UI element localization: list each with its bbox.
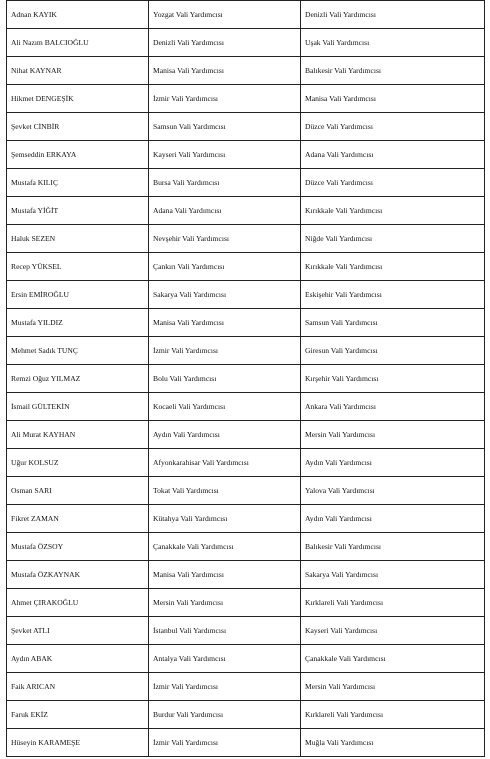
name-cell: Mehmet Sadık TUNÇ xyxy=(7,337,149,365)
current-post-cell: Manisa Vali Yardımcısı xyxy=(149,561,301,589)
table-row xyxy=(7,225,485,253)
table-row xyxy=(7,505,485,533)
current-post-cell: Mersin Vali Yardımcısı xyxy=(149,589,301,617)
new-post-cell: Düzce Vali Yardımcısı xyxy=(301,113,485,141)
name-cell: Şevket CİNBİR xyxy=(7,113,149,141)
name-cell: Ersin EMİROĞLU xyxy=(7,281,149,309)
current-post-cell: Çanakkale Vali Yardımcısı xyxy=(149,533,301,561)
new-post-cell: Mersin Vali Yardımcısı xyxy=(301,421,485,449)
new-post-cell: Aydın Vali Yardımcısı xyxy=(301,505,485,533)
current-post-cell: İstanbul Vali Yardımcısı xyxy=(149,617,301,645)
new-post-cell: Mersin Vali Yardımcısı xyxy=(301,673,485,701)
new-post-cell: Eskişehir Vali Yardımcısı xyxy=(301,281,485,309)
table-row xyxy=(7,393,485,421)
table-body xyxy=(7,1,485,757)
current-post-cell: Manisa Vali Yardımcısı xyxy=(149,309,301,337)
new-post-cell: Niğde Vali Yardımcısı xyxy=(301,225,485,253)
current-post-cell: Aydın Vali Yardımcısı xyxy=(149,421,301,449)
name-cell: Haluk SEZEN xyxy=(7,225,149,253)
name-cell: Recep YÜKSEL xyxy=(7,253,149,281)
new-post-cell: Kırklareli Vali Yardımcısı xyxy=(301,589,485,617)
table-row xyxy=(7,729,485,757)
name-cell: Faik ARICAN xyxy=(7,673,149,701)
table-row xyxy=(7,421,485,449)
table-row xyxy=(7,253,485,281)
name-cell: Hüseyin KARAMEŞE xyxy=(7,729,149,757)
table-row xyxy=(7,477,485,505)
table-row xyxy=(7,169,485,197)
name-cell: Şemseddin ERKAYA xyxy=(7,141,149,169)
current-post-cell: İzmir Vali Yardımcısı xyxy=(149,729,301,757)
name-cell: Şevket ATLI xyxy=(7,617,149,645)
current-post-cell: İzmir Vali Yardımcısı xyxy=(149,673,301,701)
name-cell: Nihat KAYNAR xyxy=(7,57,149,85)
current-post-cell: Kütahya Vali Yardımcısı xyxy=(149,505,301,533)
name-cell: Ali Murat KAYHAN xyxy=(7,421,149,449)
current-post-cell: Yozgat Vali Yardımcısı xyxy=(149,1,301,29)
new-post-cell: Yalova Vali Yardımcısı xyxy=(301,477,485,505)
table-row xyxy=(7,29,485,57)
new-post-cell: Aydın Vali Yardımcısı xyxy=(301,449,485,477)
name-cell: Mustafa ÖZSOY xyxy=(7,533,149,561)
current-post-cell: İzmir Vali Yardımcısı xyxy=(149,85,301,113)
new-post-cell: Kırklareli Vali Yardımcısı xyxy=(301,701,485,729)
name-cell: İsmail GÜLTEKİN xyxy=(7,393,149,421)
current-post-cell: İzmir Vali Yardımcısı xyxy=(149,337,301,365)
current-post-cell: Denizli Vali Yardımcısı xyxy=(149,29,301,57)
new-post-cell: Denizli Vali Yardımcısı xyxy=(301,1,485,29)
new-post-cell: Balıkesir Vali Yardımcısı xyxy=(301,533,485,561)
name-cell: Mustafa ÖZKAYNAK xyxy=(7,561,149,589)
current-post-cell: Antalya Vali Yardımcısı xyxy=(149,645,301,673)
new-post-cell: Giresun Vali Yardımcısı xyxy=(301,337,485,365)
table-row xyxy=(7,365,485,393)
name-cell: Mustafa YILDIZ xyxy=(7,309,149,337)
current-post-cell: Bursa Vali Yardımcısı xyxy=(149,169,301,197)
current-post-cell: Kocaeli Vali Yardımcısı xyxy=(149,393,301,421)
current-post-cell: Sakarya Vali Yardımcısı xyxy=(149,281,301,309)
current-post-cell: Bolu Vali Yardımcısı xyxy=(149,365,301,393)
table-row xyxy=(7,1,485,29)
new-post-cell: Kırıkkale Vali Yardımcısı xyxy=(301,253,485,281)
name-cell: Osman SARI xyxy=(7,477,149,505)
table-row xyxy=(7,281,485,309)
name-cell: Fikret ZAMAN xyxy=(7,505,149,533)
new-post-cell: Balıkesir Vali Yardımcısı xyxy=(301,57,485,85)
name-cell: Ahmet ÇIRAKOĞLU xyxy=(7,589,149,617)
new-post-cell: Uşak Vali Yardımcısı xyxy=(301,29,485,57)
new-post-cell: Çanakkale Vali Yardımcısı xyxy=(301,645,485,673)
table-row xyxy=(7,617,485,645)
current-post-cell: Çankırı Vali Yardımcısı xyxy=(149,253,301,281)
current-post-cell: Kayseri Vali Yardımcısı xyxy=(149,141,301,169)
new-post-cell: Manisa Vali Yardımcısı xyxy=(301,85,485,113)
name-cell: Ali Nazım BALCIOĞLU xyxy=(7,29,149,57)
name-cell: Mustafa KILIÇ xyxy=(7,169,149,197)
name-cell: Faruk EKİZ xyxy=(7,701,149,729)
name-cell: Adnan KAYIK xyxy=(7,1,149,29)
name-cell: Uğur KOLSUZ xyxy=(7,449,149,477)
name-cell: Aydın ABAK xyxy=(7,645,149,673)
appointments-table xyxy=(6,0,485,757)
new-post-cell: Kırıkkale Vali Yardımcısı xyxy=(301,197,485,225)
table-row xyxy=(7,561,485,589)
name-cell: Mustafa YİĞİT xyxy=(7,197,149,225)
table-row xyxy=(7,337,485,365)
current-post-cell: Samsun Vali Yardımcısı xyxy=(149,113,301,141)
new-post-cell: Sakarya Vali Yardımcısı xyxy=(301,561,485,589)
table-row xyxy=(7,197,485,225)
table-row xyxy=(7,449,485,477)
table-row xyxy=(7,309,485,337)
new-post-cell: Ankara Vali Yardımcısı xyxy=(301,393,485,421)
table-row xyxy=(7,57,485,85)
table-row xyxy=(7,141,485,169)
new-post-cell: Adana Vali Yardımcısı xyxy=(301,141,485,169)
new-post-cell: Kayseri Vali Yardımcısı xyxy=(301,617,485,645)
table-row xyxy=(7,589,485,617)
table-row xyxy=(7,113,485,141)
new-post-cell: Kırşehir Vali Yardımcısı xyxy=(301,365,485,393)
current-post-cell: Afyonkarahisar Vali Yardımcısı xyxy=(149,449,301,477)
name-cell: Hikmet DENGEŞİK xyxy=(7,85,149,113)
current-post-cell: Burdur Vali Yardımcısı xyxy=(149,701,301,729)
table-row xyxy=(7,673,485,701)
table-row xyxy=(7,85,485,113)
new-post-cell: Düzce Vali Yardımcısı xyxy=(301,169,485,197)
table-row xyxy=(7,701,485,729)
current-post-cell: Nevşehir Vali Yardımcısı xyxy=(149,225,301,253)
new-post-cell: Samsun Vali Yardımcısı xyxy=(301,309,485,337)
current-post-cell: Manisa Vali Yardımcısı xyxy=(149,57,301,85)
table-row xyxy=(7,533,485,561)
current-post-cell: Tokat Vali Yardımcısı xyxy=(149,477,301,505)
name-cell: Remzi Oğuz YILMAZ xyxy=(7,365,149,393)
new-post-cell: Muğla Vali Yardımcısı xyxy=(301,729,485,757)
current-post-cell: Adana Vali Yardımcısı xyxy=(149,197,301,225)
table-row xyxy=(7,645,485,673)
